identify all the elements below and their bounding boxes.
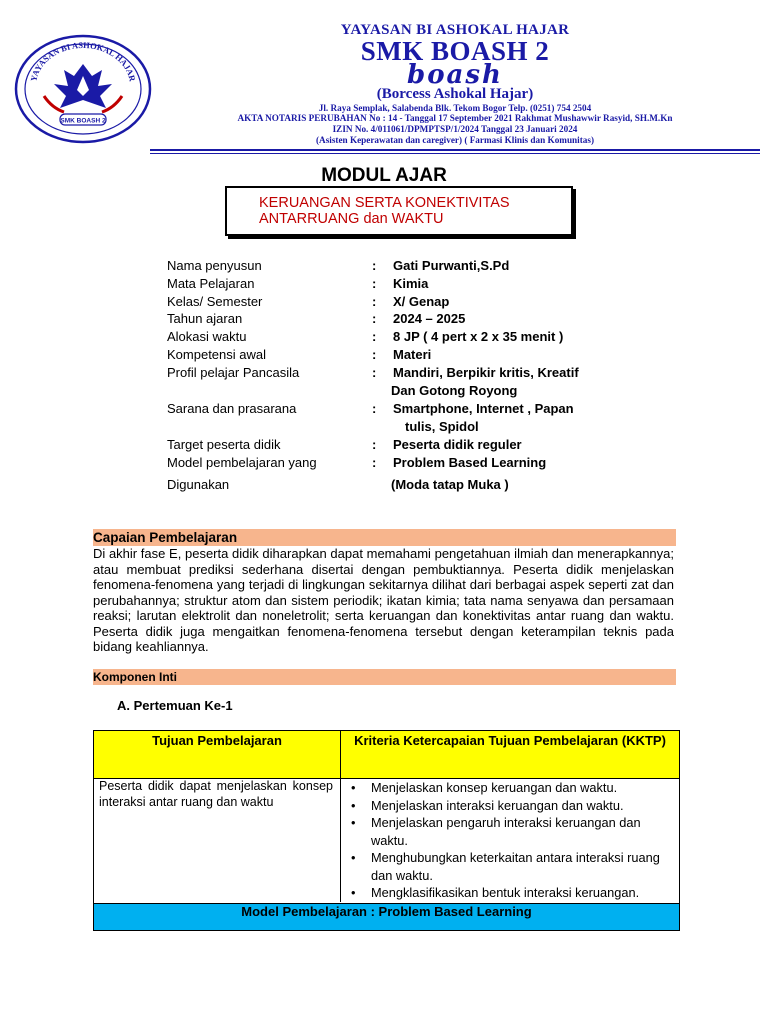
list-item: [351, 849, 677, 884]
identity-label: Profil pelajar Pancasila: [167, 365, 300, 380]
identity-value-continued: tulis, Spidol: [405, 419, 479, 434]
topic-title: [259, 195, 510, 227]
objective-cell: Peserta didik dapat menjelaskan konsep interaksi antar ruang dan waktu: [99, 779, 333, 809]
identity-label: Kelas/ Semester: [167, 294, 263, 309]
kktp-text: Menjelaskan konsep keruangan dan waktu.: [371, 780, 618, 795]
topic-line-2: ANTARRUANG dan WAKTU: [259, 211, 444, 227]
meeting-heading: A. Pertemuan Ke-1: [117, 698, 233, 713]
identity-value: Peserta didik reguler: [393, 437, 522, 452]
komponen-heading: Komponen Inti: [93, 670, 177, 684]
identity-colon: :: [372, 311, 377, 326]
identity-value: Mandiri, Berpikir kritis, Kreatif: [393, 365, 579, 380]
identity-label: Kompetensi awal: [167, 347, 266, 362]
identity-label: Digunakan: [167, 477, 230, 492]
kktp-list: [351, 779, 677, 902]
school-subtitle: (Borcess Ashokal Hajar): [376, 86, 534, 102]
list-item: [351, 884, 677, 902]
topic-line-1: KERUANGAN SERTA KONEKTIVITAS: [259, 195, 510, 211]
letterhead-rule-thick: [150, 149, 760, 151]
table-header-kktp: Kriteria Ketercapaian Tujuan Pembelajaran (KKTP): [341, 731, 679, 778]
school-address: Jl. Raya Semplak, Salabenda Blk. Tekom Bogor Telp. (0251) 754 2504: [318, 103, 592, 113]
identity-colon: :: [372, 329, 377, 344]
kktp-text: Mengklasifikasikan bentuk interaksi keruangan.: [371, 885, 640, 900]
school-logo: [14, 34, 152, 144]
identity-value: 8 JP ( 4 pert x 2 x 35 menit ): [393, 329, 564, 344]
identity-label: Target peserta didik: [167, 437, 281, 452]
identity-label: Alokasi waktu: [167, 329, 247, 344]
logo-bottom-text: SMK BOASH 2: [60, 117, 106, 125]
identity-label: Mata Pelajaran: [167, 276, 255, 291]
identity-value: Materi: [393, 347, 432, 362]
identity-label: Tahun ajaran: [167, 311, 243, 326]
document-title: MODUL AJAR: [321, 165, 447, 186]
study-programs: (Asisten Keperawatan dan caregiver) ( Farmasi Klinis dan Komunitas): [316, 135, 594, 145]
identity-value-continued: Dan Gotong Royong: [391, 383, 518, 398]
topic-box: [225, 186, 573, 236]
capaian-paragraph: Di akhir fase E, peserta didik diharapkan dapat memahami pengetahuan ilmiah dan menerapkannya; atau membuat prediksi sederhana disertai dengan pembuktiannya. Peserta didik menjelaskan fenomena-fenomena yang terjadi di lingkungan sekitarnya dilihat dari berbagai aspek seperti zat dan perubahannya; struktur atom dan sistem periodik; ikatan kimia; tata nama senyawa dan persamaan reaksi; larutan elektrolit dan noneletrolit; serta keruangan dan konektivitas antar ruang dan waktu. Peserta didik juga mengaitkan fenomena-fenomena tersebut dengan keterampilan teknis pada bidang keahliannya.: [93, 546, 674, 654]
letterhead-rule-thin: [150, 153, 760, 154]
identity-colon: :: [372, 294, 377, 309]
bullet-icon: •: [351, 797, 356, 813]
identity-colon: :: [372, 455, 377, 470]
school-name: SMK BOASH 2: [360, 36, 550, 66]
identity-value: Smartphone, Internet , Papan: [393, 401, 574, 416]
list-item: [351, 797, 677, 815]
identity-label: Model pembelajaran yang: [167, 455, 317, 470]
identity-colon: :: [372, 276, 377, 291]
identity-colon: :: [372, 437, 377, 452]
identity-label: Sarana dan prasarana: [167, 401, 297, 416]
bullet-icon: •: [351, 780, 356, 795]
learning-model-row: Model Pembelajaran : Problem Based Learning: [94, 903, 679, 930]
identity-colon: :: [372, 258, 377, 273]
school-script-logotype: boash: [407, 60, 503, 90]
bullet-icon: •: [351, 850, 356, 865]
identity-value: 2024 – 2025: [393, 311, 466, 326]
identity-colon: :: [372, 347, 377, 362]
bullet-icon: •: [351, 885, 356, 900]
bullet-icon: •: [351, 815, 356, 830]
list-item: [351, 779, 677, 797]
identity-value: X/ Genap: [393, 294, 450, 309]
table-column-divider: [340, 778, 341, 902]
identity-label: Nama penyusun: [167, 258, 262, 273]
capaian-heading: Capaian Pembelajaran: [93, 530, 238, 545]
objectives-table: [93, 730, 680, 931]
kktp-text: Menghubungkan keterkaitan antara interaksi ruang dan waktu.: [371, 850, 660, 883]
capaian-heading-bar: [93, 529, 676, 546]
identity-colon: :: [372, 365, 377, 380]
identity-value: Problem Based Learning: [393, 455, 547, 470]
kktp-text: Menjelaskan pengaruh interaksi keruangan dan waktu.: [371, 815, 641, 848]
identity-value: (Moda tatap Muka ): [391, 477, 509, 492]
identity-value: Kimia: [393, 276, 429, 291]
logo-top-text: YAYASAN BI ASHOKAL HAJAR: [28, 39, 138, 83]
identity-value: Gati Purwanti,S.Pd: [393, 258, 510, 273]
kktp-text: Menjelaskan interaksi keruangan dan waktu.: [371, 797, 624, 813]
komponen-heading-bar: [93, 669, 676, 685]
table-header-objective: Tujuan Pembelajaran: [94, 731, 341, 778]
permit-number: IZIN No. 4/011061/DPMPTSP/1/2024 Tanggal 23 Januari 2024: [332, 124, 578, 134]
foundation-name: YAYASAN BI ASHOKAL HAJAR: [340, 22, 570, 38]
list-item: [351, 814, 677, 849]
notary-deed: AKTA NOTARIS PERUBAHAN No : 14 - Tanggal 17 September 2021 Rakhmat Mushawwir Rasyid, SH.M.Kn: [237, 113, 673, 123]
identity-colon: :: [372, 401, 377, 416]
